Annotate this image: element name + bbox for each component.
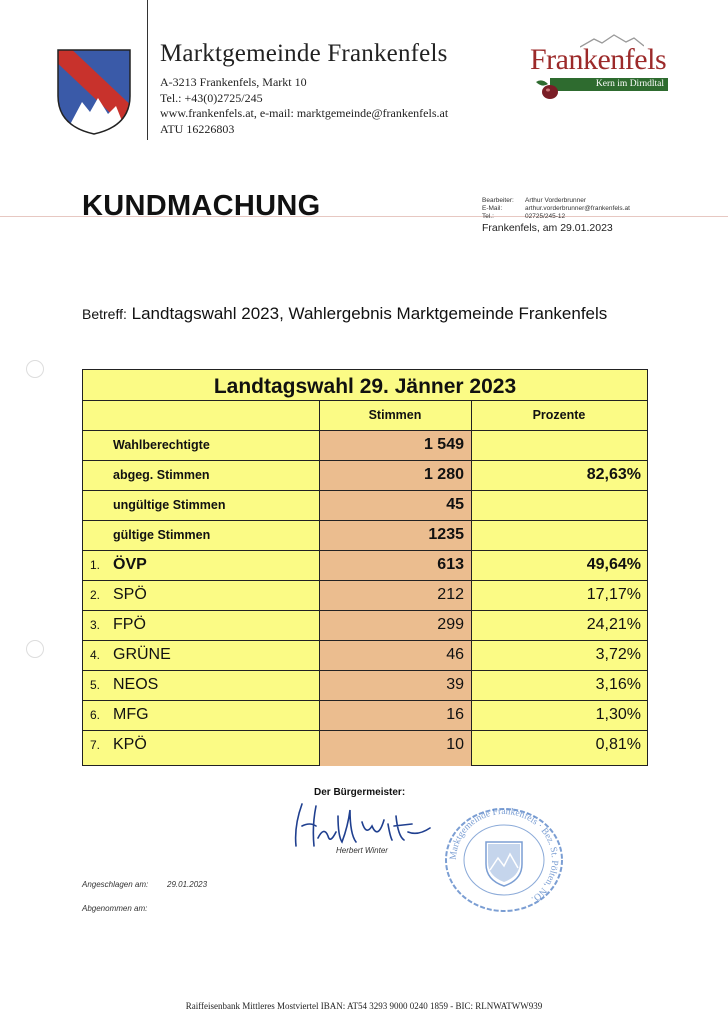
header-divider <box>147 0 148 140</box>
party-row <box>83 670 647 700</box>
party-row <box>83 610 647 640</box>
row-label: Wahlberechtigte <box>113 438 210 452</box>
party-percent: 0,81% <box>595 736 641 753</box>
party-rank: 5. <box>90 678 101 692</box>
party-percent: 3,72% <box>595 646 641 663</box>
posted-row <box>82 880 208 889</box>
party-name: ÖVP <box>113 556 147 573</box>
party-row <box>83 640 647 670</box>
party-votes: 39 <box>446 676 464 693</box>
table-row <box>83 430 647 460</box>
party-percent: 17,17% <box>586 586 641 603</box>
row-label: ungültige Stimmen <box>113 498 226 512</box>
party-votes: 212 <box>437 586 464 603</box>
subject-label: Betreff: <box>82 306 127 322</box>
posted-date: 29.01.2023 <box>167 880 208 889</box>
subject-line <box>82 304 607 324</box>
party-rank: 7. <box>90 738 101 752</box>
removed-label: Abgenommen am: <box>82 904 148 913</box>
party-votes: 16 <box>446 706 464 723</box>
party-name: MFG <box>113 706 149 723</box>
logo-tagline: Kern im Dirndltal <box>595 79 664 89</box>
party-row <box>83 700 647 730</box>
contact-block <box>482 197 630 222</box>
dirndl-fruit-icon <box>534 78 560 100</box>
party-name: GRÜNE <box>113 646 171 663</box>
table-row <box>83 460 647 490</box>
row-votes: 1235 <box>428 526 464 543</box>
stamp-ring-text: Marktgemeinde Frankenfels · Bez. St. Pölten, NÖ. <box>448 806 560 904</box>
contact-label: Tel.: <box>482 213 494 221</box>
party-percent: 3,16% <box>595 676 641 693</box>
signatory-name: Herbert Winter <box>336 846 388 855</box>
bank-footer: Raiffeisenbank Mittleres Mostviertel IBAN: AT54 3293 9000 0240 1859 - BIC: RLNWATWW939 <box>185 1001 543 1011</box>
column-header-percent: Prozente <box>532 408 586 422</box>
party-rank: 6. <box>90 708 101 722</box>
municipality-logo <box>528 34 672 104</box>
contact-label: Bearbeiter: <box>482 197 514 204</box>
coat-of-arms-icon <box>56 48 132 136</box>
row-votes: 1 280 <box>423 466 464 483</box>
party-row <box>83 730 647 760</box>
phone-line: Tel.: +43(0)2725/245 <box>160 90 263 105</box>
contact-row <box>482 197 630 205</box>
party-percent: 1,30% <box>595 706 641 723</box>
party-row <box>83 580 647 610</box>
party-votes: 10 <box>446 736 464 753</box>
column-header-votes: Stimmen <box>368 408 422 422</box>
party-row <box>83 550 647 580</box>
address-line: A-3213 Frankenfels, Markt 10 <box>160 75 307 89</box>
punch-hole-mark <box>26 360 44 378</box>
row-percent: 82,63% <box>586 466 641 483</box>
party-rank: 2. <box>90 588 101 602</box>
contact-row <box>482 213 630 221</box>
signature-title: Der Bürgermeister: <box>314 787 406 798</box>
party-rank: 1. <box>90 558 101 572</box>
party-name: KPÖ <box>113 736 147 753</box>
contact-label: E-Mail: <box>482 205 503 213</box>
contact-value: arthur.vorderbrunner@frankenfels.at <box>525 205 630 213</box>
official-stamp <box>442 806 566 914</box>
row-votes: 1 549 <box>423 436 464 453</box>
party-rank: 3. <box>90 618 101 632</box>
table-title: Landtagswahl 29. Jänner 2023 <box>213 375 517 398</box>
row-label: abgeg. Stimmen <box>113 468 210 482</box>
party-name: NEOS <box>113 676 159 693</box>
party-votes: 299 <box>437 616 464 633</box>
web-email-line: www.frankenfels.at, e-mail: marktgemeinde@frankenfels.at <box>160 106 449 120</box>
party-percent: 49,64% <box>586 556 641 573</box>
logo-tagline-bar <box>550 78 668 91</box>
punch-hole-mark <box>26 640 44 658</box>
removed-row <box>82 904 147 913</box>
party-name: SPÖ <box>113 586 147 603</box>
table-row <box>83 490 647 520</box>
row-label: gültige Stimmen <box>113 528 211 542</box>
org-address <box>160 75 448 137</box>
place-date: Frankenfels, am 29.01.2023 <box>482 222 613 234</box>
party-percent: 24,21% <box>586 616 641 633</box>
party-votes: 46 <box>446 646 464 663</box>
document-title: KUNDMACHUNG <box>82 190 321 222</box>
row-votes: 45 <box>446 496 464 513</box>
table-row <box>83 520 647 550</box>
contact-value: Arthur Vorderbrunner <box>525 197 587 204</box>
party-name: FPÖ <box>113 616 146 633</box>
logo-wordmark: Frankenfels <box>530 43 667 76</box>
contact-row <box>482 205 630 213</box>
org-name: Marktgemeinde Frankenfels <box>160 40 448 67</box>
contact-value: 02725/245-12 <box>525 213 566 221</box>
subject-text: Landtagswahl 2023, Wahlergebnis Marktgemeinde Frankenfels <box>131 304 608 323</box>
vat-id-line: ATU 16226803 <box>160 121 235 136</box>
party-votes: 613 <box>437 556 464 573</box>
party-rank: 4. <box>90 648 101 662</box>
results-table <box>82 369 648 766</box>
posted-label: Angeschlagen am: <box>82 880 149 889</box>
